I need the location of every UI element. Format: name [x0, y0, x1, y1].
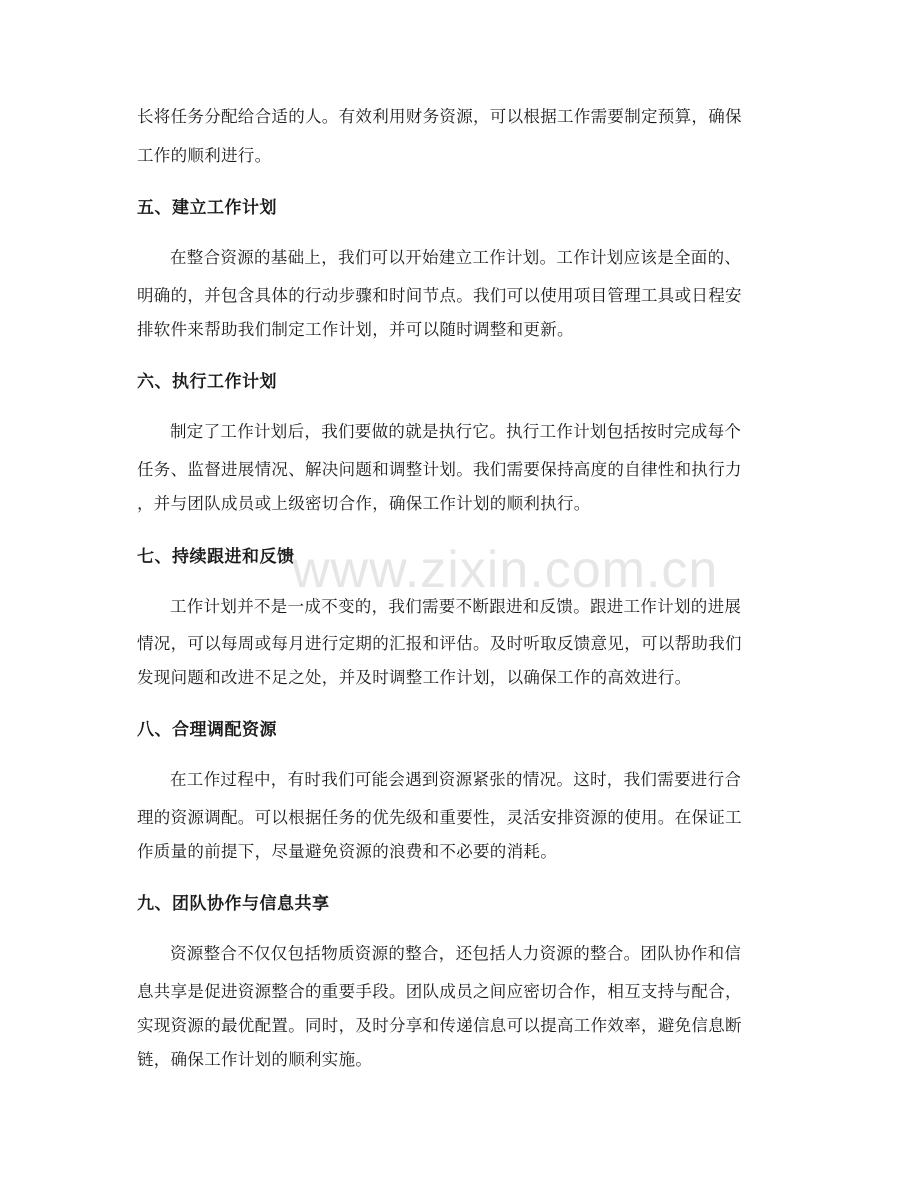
- paragraph-line: 链，确保工作计划的顺利实施。: [137, 1050, 373, 1069]
- paragraph-line: ，并与团队成员或上级密切合作，确保工作计划的顺利执行。: [137, 494, 591, 513]
- paragraph-line: 明确的，并包含具体的行动步骤和时间节点。我们可以使用项目管理工具或日程安: [137, 286, 742, 305]
- section-heading: 七、持续跟进和反馈: [137, 547, 295, 567]
- intro-line: 长将任务分配给合适的人。有效利用财务资源，可以根据工作需要制定预算，确保: [137, 107, 742, 126]
- paragraph-line: 排软件来帮助我们制定工作计划，并可以随时调整和更新。: [137, 320, 574, 339]
- paragraph-line: 在整合资源的基础上，我们可以开始建立工作计划。工作计划应该是全面的、: [170, 248, 742, 267]
- paragraph-line: 实现资源的最优配置。同时，及时分享和传递信息可以提高工作效率，避免信息断: [137, 1016, 742, 1035]
- section-heading: 六、执行工作计划: [137, 372, 277, 392]
- paragraph-line: 息共享是促进资源整合的重要手段。团队成员之间应密切合作，相互支持与配合，: [137, 982, 742, 1001]
- paragraph-line: 在工作过程中，有时我们可能会遇到资源紧张的情况。这时，我们需要进行合: [170, 770, 742, 789]
- paragraph-line: 任务、监督进展情况、解决问题和调整计划。我们需要保持高度的自律性和执行力: [137, 460, 742, 479]
- paragraph-line: 理的资源调配。可以根据任务的优先级和重要性，灵活安排资源的使用。在保证工: [137, 808, 742, 827]
- paragraph-line: 制定了工作计划后，我们要做的就是执行它。执行工作计划包括按时完成每个: [170, 422, 742, 441]
- section-heading: 五、建立工作计划: [137, 198, 277, 218]
- paragraph-line: 资源整合不仅仅包括物质资源的整合，还包括人力资源的整合。团队协作和信: [170, 944, 742, 963]
- paragraph-line: 工作计划并不是一成不变的，我们需要不断跟进和反馈。跟进工作计划的进展: [170, 597, 742, 616]
- section-heading: 八、合理调配资源: [137, 720, 277, 740]
- paragraph-line: 情况，可以每周或每月进行定期的汇报和评估。及时听取反馈意见，可以帮助我们: [137, 634, 742, 653]
- paragraph-line: 作质量的前提下，尽量避免资源的浪费和不必要的消耗。: [137, 842, 557, 861]
- watermark: www.zixin.com.cn: [292, 541, 719, 599]
- intro-line: 工作的顺利进行。: [137, 146, 272, 165]
- paragraph-line: 发现问题和改进不足之处，并及时调整工作计划，以确保工作的高效进行。: [137, 668, 692, 687]
- section-heading: 九、团队协作与信息共享: [137, 894, 330, 914]
